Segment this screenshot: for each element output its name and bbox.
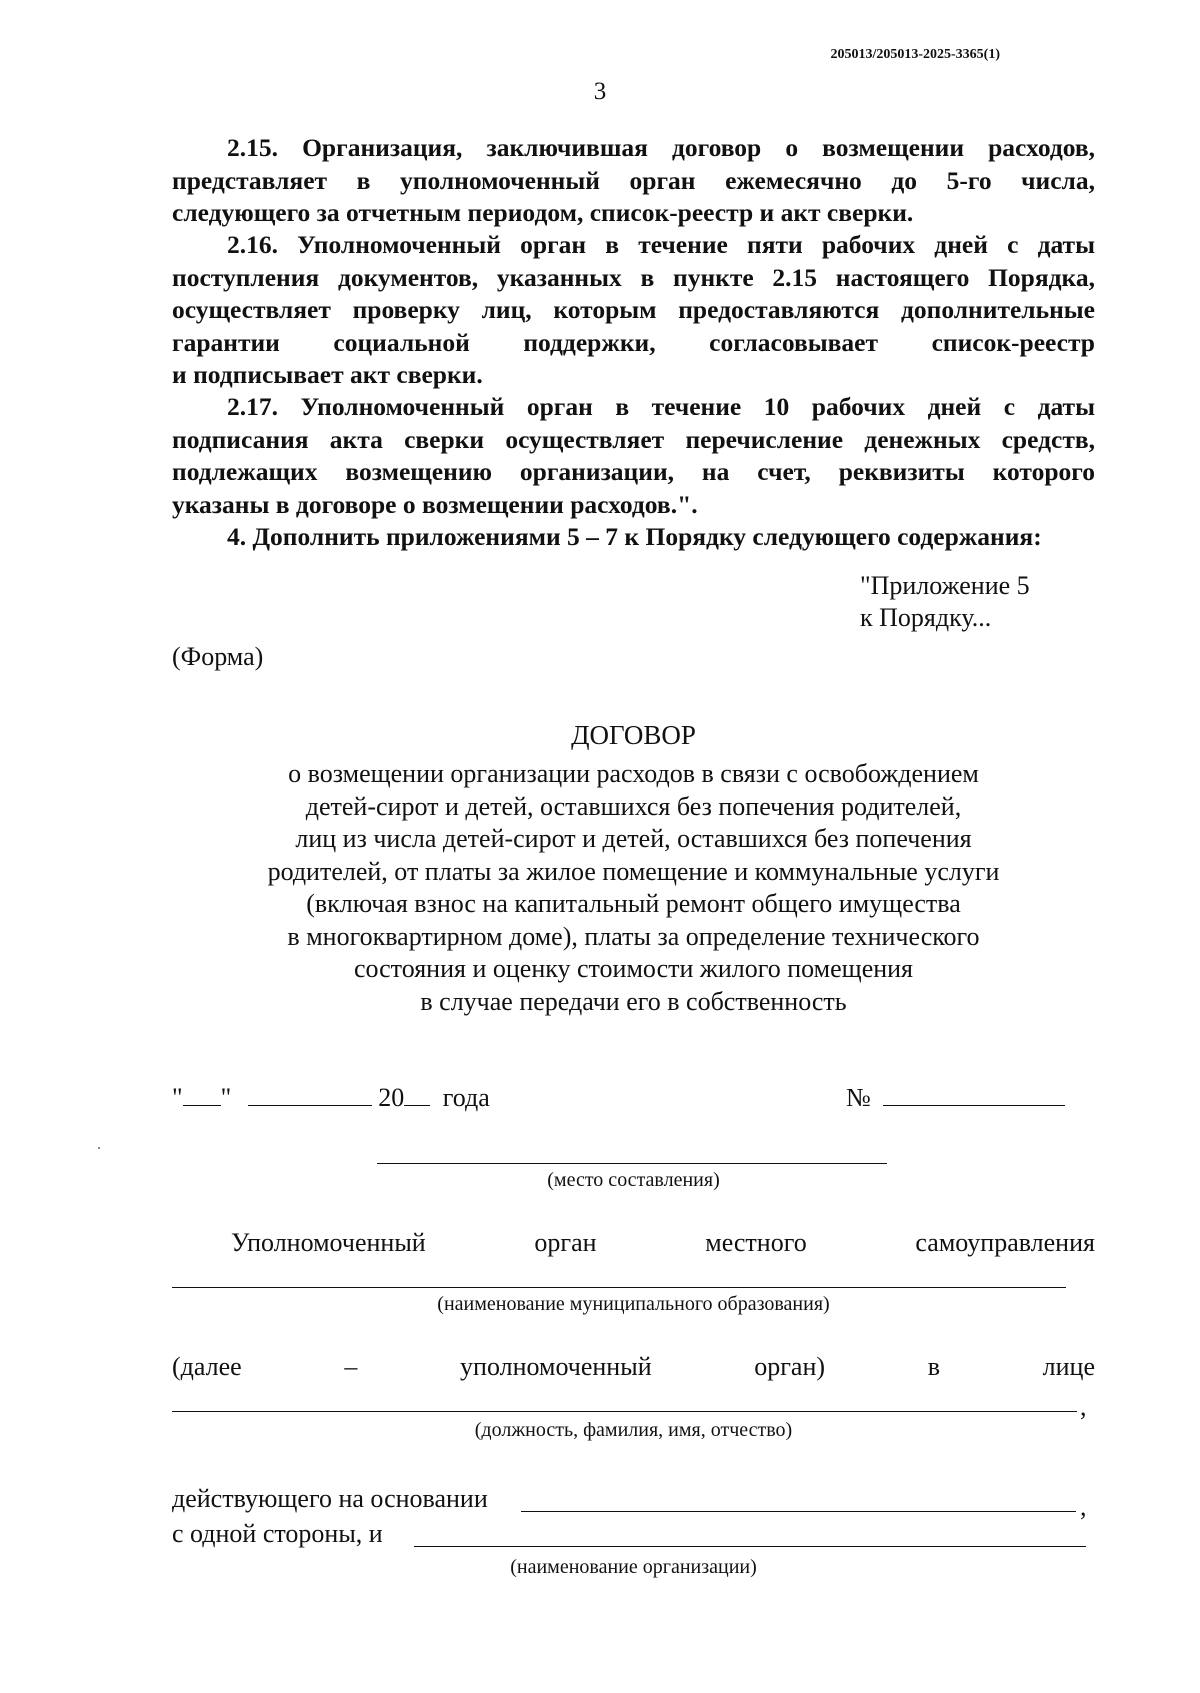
year-suffix: года: [442, 1083, 490, 1112]
further-word: –: [344, 1352, 358, 1381]
subtitle-line: в многоквартирном доме), платы за определение технического: [287, 921, 980, 951]
document-id: 205013/205013-2025-3365(1): [830, 47, 1000, 62]
municipality-caption: (наименование муниципального образования): [437, 1293, 830, 1315]
p216-line-1: 2.16. Уполномоченный орган в течение пяти рабочих дней с даты: [227, 230, 1095, 259]
p217-line-2: подписания акта сверки осуществляет перечисление денежных средств,: [172, 424, 1095, 454]
appendix-line-1: "Приложение 5: [860, 571, 1030, 600]
official-comma: ,: [1080, 1392, 1087, 1421]
p216-line-4: гарантии социальной поддержки, согласовывает список-реестр: [172, 327, 1095, 357]
paragraph-2-15: [172, 132, 1095, 230]
day-blank[interactable]: [183, 1083, 221, 1106]
further-word: в: [927, 1352, 940, 1381]
page-number: 3: [593, 78, 607, 105]
acting-basis-row: [172, 1484, 1095, 1514]
further-word: лице: [1042, 1352, 1095, 1381]
organization-caption: (наименование организации): [510, 1556, 757, 1578]
appendix-line-2: к Порядку...: [860, 603, 992, 632]
p217-line-4: указаны в договоре о возмещении расходов.".: [172, 489, 698, 519]
p217-line-3: подлежащих возмещению организации, на счет, реквизиты которого: [172, 457, 1095, 486]
contract-number-blank[interactable]: [883, 1083, 1065, 1106]
official-line[interactable]: [172, 1411, 1077, 1412]
official-caption: (должность, фамилия, имя, отчество): [474, 1419, 793, 1441]
subtitle-line: состояния и оценку стоимости жилого помещения: [353, 954, 914, 983]
contract-title: ДОГОВОР: [571, 720, 696, 750]
p216-line-2: поступления документов, указанных в пункте 2.15 настоящего Порядка,: [172, 262, 1095, 292]
authority-word: орган: [534, 1228, 597, 1257]
subtitle-line: детей-сирот и детей, оставшихся без попечения родителей,: [305, 791, 962, 821]
p4-line: 4. Дополнить приложениями 5 – 7 к Порядку следующего содержания:: [227, 522, 1042, 551]
paragraph-2-16: [172, 229, 1095, 392]
authority-word: самоуправления: [915, 1228, 1095, 1257]
one-side-label: с одной стороны, и: [172, 1519, 383, 1548]
subtitle-line: о возмещении организации расходов в связи с освобождением: [288, 759, 979, 788]
p217-line-1: 2.17. Уполномоченный орган в течение 10 рабочих дней с даты: [227, 392, 1095, 421]
one-side-row: [172, 1519, 1095, 1549]
municipality-line[interactable]: [172, 1287, 1066, 1288]
quote-close: ": [220, 1083, 232, 1112]
further-line: [172, 1352, 1095, 1382]
further-word: уполномоченный: [460, 1352, 652, 1381]
month-blank[interactable]: [248, 1083, 372, 1106]
place-line[interactable]: [377, 1163, 887, 1164]
subtitle-line: лиц из числа детей-сирот и детей, оставшихся без попечения: [295, 824, 972, 853]
place-caption: (место составления): [547, 1169, 720, 1191]
year-blank[interactable]: [404, 1083, 430, 1106]
subtitle-line: (включая взнос на капитальный ремонт общего имущества: [306, 889, 961, 918]
scan-speck: [98, 1147, 100, 1149]
year-prefix: 20: [378, 1083, 405, 1112]
further-word: (далее: [172, 1352, 242, 1381]
p215-line-3: следующего за отчетным периодом, список-реестр и акт сверки.: [172, 198, 914, 227]
paragraph-4: [172, 521, 1095, 554]
p216-line-5: и подписывает акт сверки.: [172, 360, 483, 389]
subtitle-line: родителей, от платы за жилое помещение и коммунальные услуги: [267, 856, 1000, 886]
appendix-header: [860, 570, 1030, 634]
organization-line[interactable]: [414, 1546, 1086, 1547]
acting-basis-comma: ,: [1080, 1492, 1087, 1521]
date-number-row: [172, 1083, 1095, 1113]
contract-subtitle: [172, 758, 1095, 1018]
acting-basis-label: действующего на основании: [172, 1484, 488, 1513]
p216-line-3: осуществляет проверку лиц, которым предоставляются дополнительные: [172, 295, 1095, 324]
authority-word: Уполномоченный: [231, 1228, 426, 1257]
acting-basis-line[interactable]: [521, 1511, 1076, 1512]
p215-line-1: 2.15. Организация, заключившая договор о возмещении расходов,: [227, 133, 1095, 162]
quote-open: ": [172, 1083, 183, 1112]
authority-word: местного: [705, 1228, 807, 1257]
subtitle-line: в случае передачи его в собственность: [420, 986, 847, 1016]
form-label: (Форма): [172, 642, 264, 671]
p215-line-2: представляет в уполномоченный орган ежемесячно до 5-го числа,: [172, 165, 1095, 195]
authority-line: [231, 1228, 1095, 1258]
further-word: орган): [754, 1352, 826, 1381]
number-sign: №: [846, 1083, 871, 1112]
paragraph-2-17: [172, 391, 1095, 521]
